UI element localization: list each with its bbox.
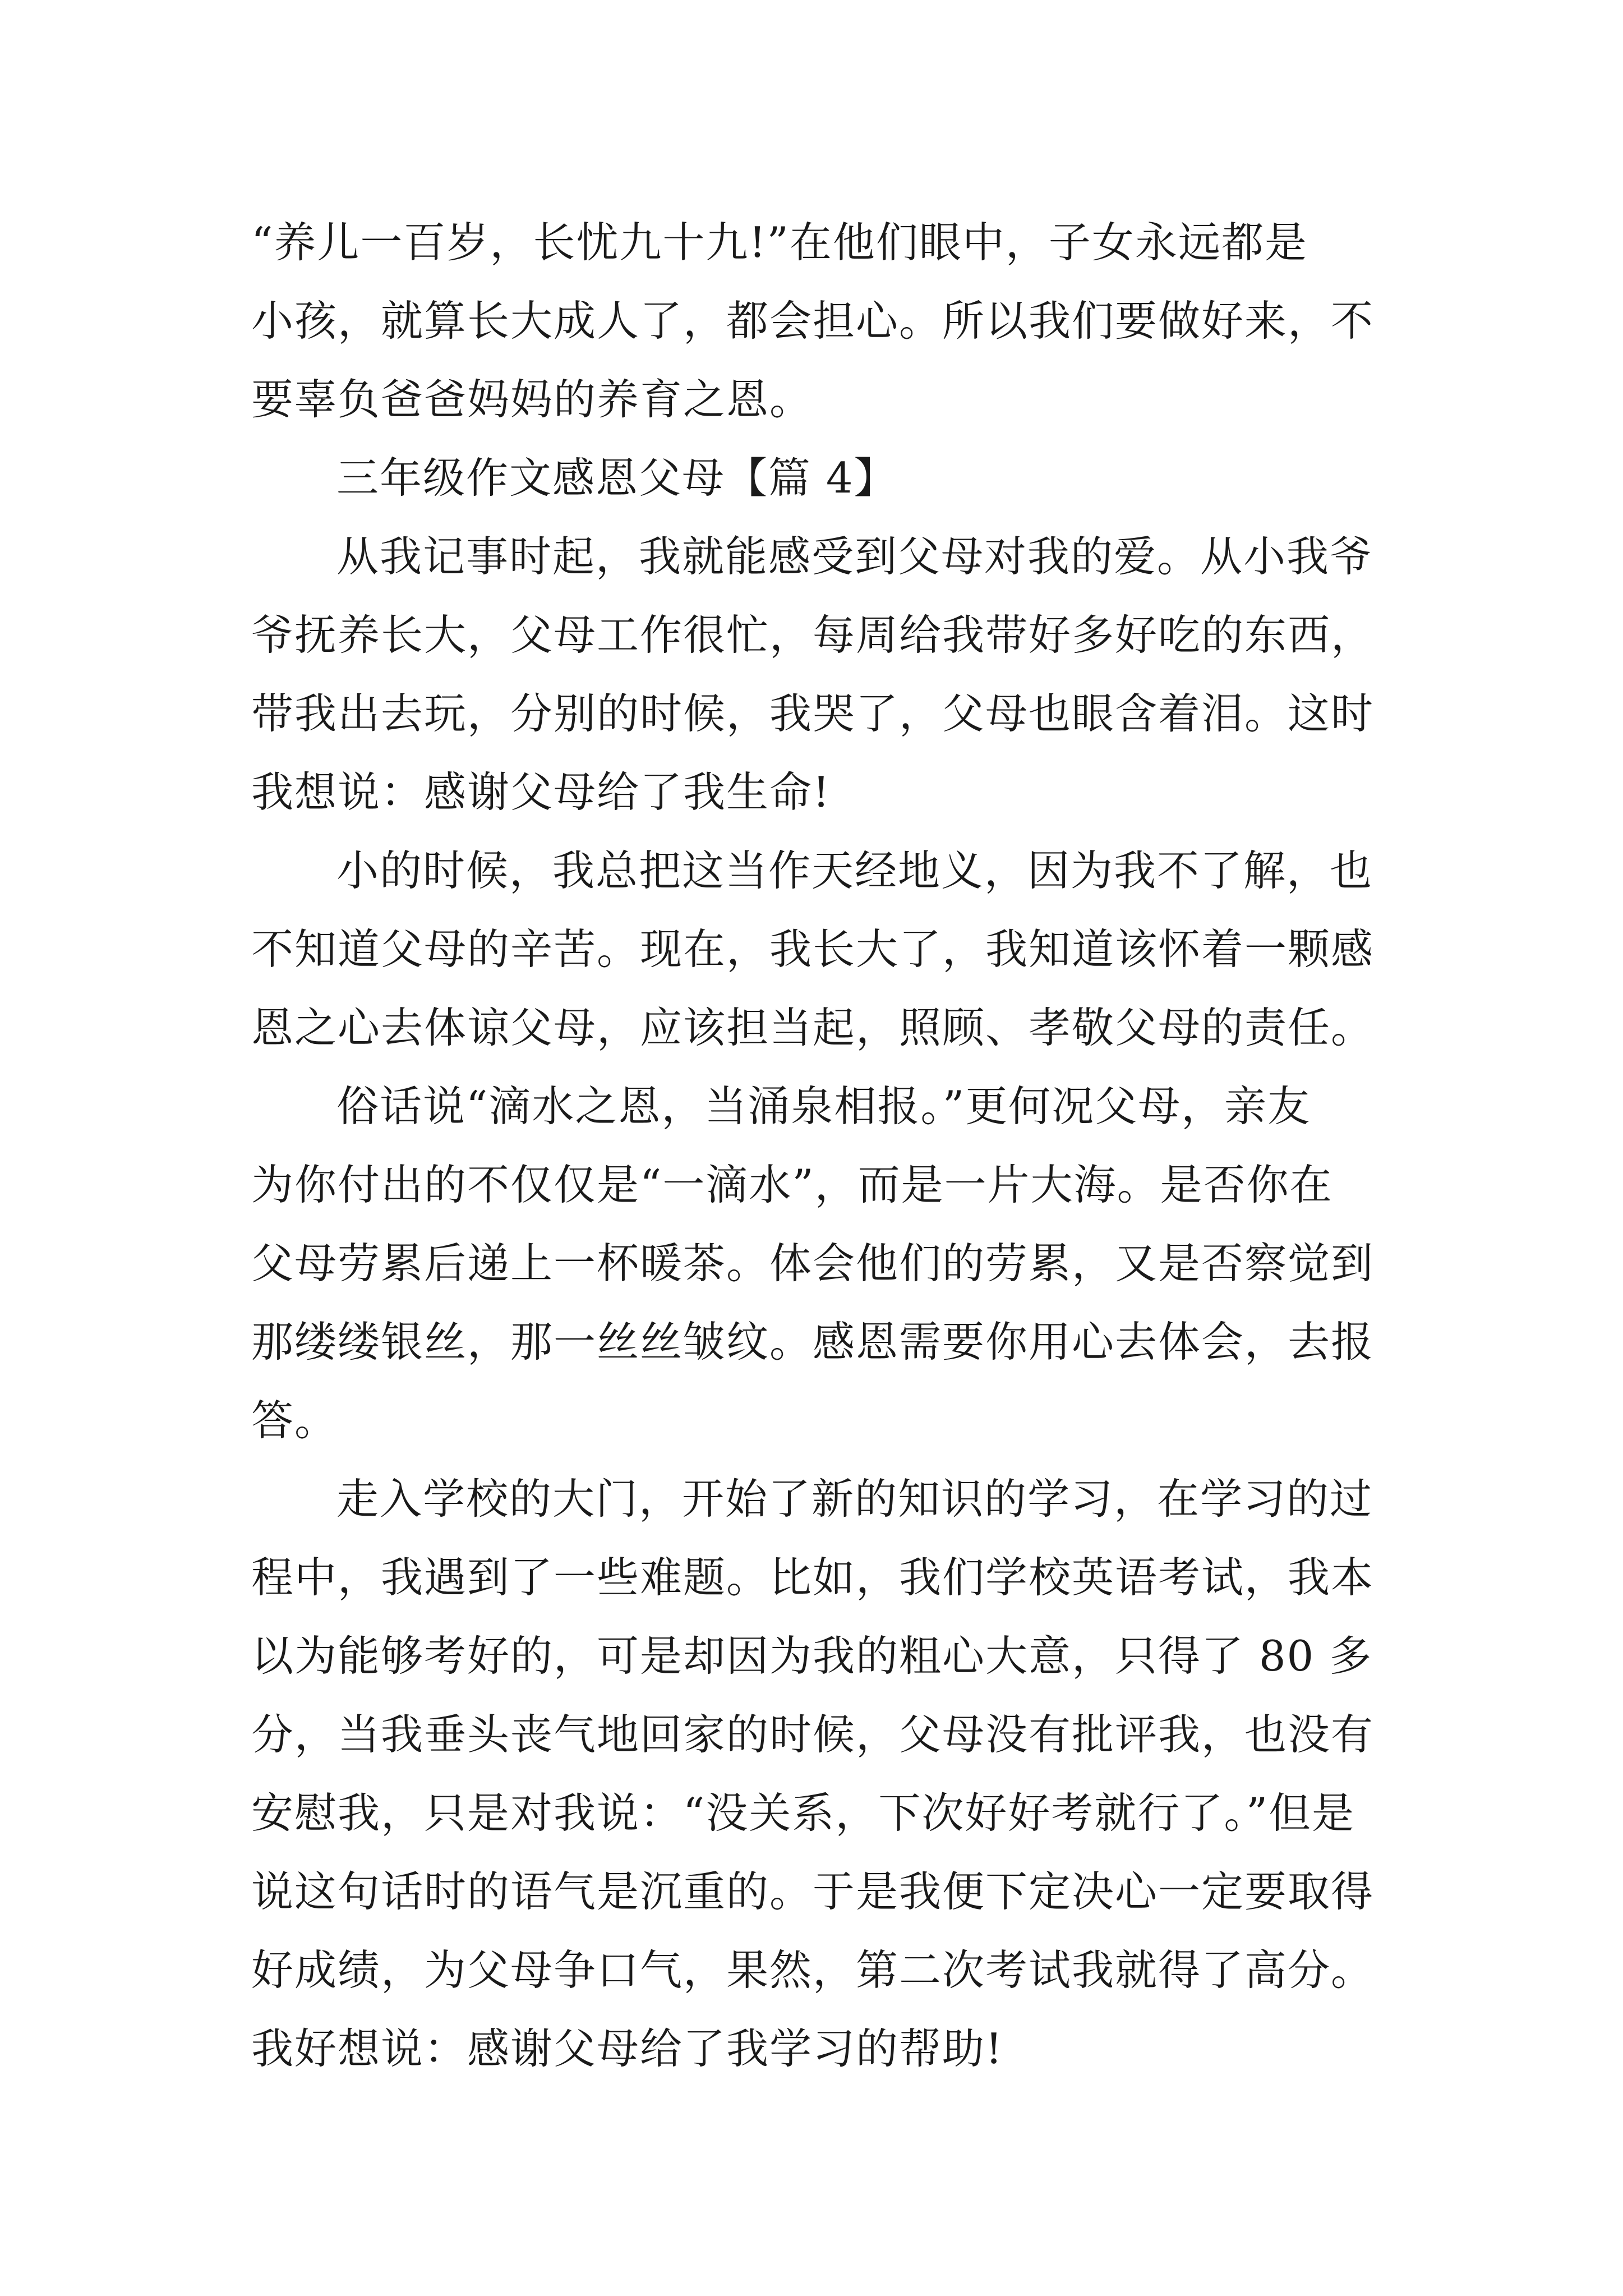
text-line: 父母劳累后递上一杯暖茶。体会他们的劳累，又是否察觉到: [251, 1239, 1375, 1288]
text-line: 不知道父母的辛苦。现在，我长大了，我知道该怀着一颗感: [251, 924, 1375, 974]
text-line: 恩之心去体谅父母，应该担当起，照顾、孝敬父母的责任。: [251, 1003, 1375, 1052]
text-line: 爷抚养长大，父母工作很忙，每周给我带好多好吃的东西，: [251, 610, 1375, 660]
text-line: 为你付出的不仅仅是“一滴水”，而是一片大海。是否你在: [251, 1160, 1333, 1209]
text-line: 我想说：感谢父母给了我生命!: [251, 767, 831, 817]
text-line: 好成绩，为父母争口气，果然，第二次考试我就得了高分。: [251, 1945, 1375, 1995]
text-line: 以为能够考好的，可是却因为我的粗心大意，只得了 80 多: [251, 1631, 1373, 1681]
text-line: 答。: [251, 1396, 338, 1445]
text-line: 带我出去玩，分别的时候，我哭了，父母也眼含着泪。这时: [251, 689, 1375, 738]
text-line: 要辜负爸爸妈妈的养育之恩。: [251, 375, 813, 424]
text-line: 分，当我垂头丧气地回家的时候，父母没有批评我，也没有: [251, 1710, 1375, 1759]
text-line: 俗话说“滴水之恩，当涌泉相报。”更何况父母，亲友: [336, 1082, 1311, 1131]
text-line: 走入学校的大门，开始了新的知识的学习，在学习的过: [336, 1474, 1373, 1524]
text-line: 从我记事时起，我就能感受到父母对我的爱。从小我爷: [336, 532, 1373, 581]
text-line: “养儿一百岁，长忧九十九!”在他们眼中，子女永远都是: [251, 218, 1308, 267]
text-line: 小孩，就算长大成人了，都会担心。所以我们要做好来，不: [251, 296, 1375, 346]
text-line: 那缕缕银丝，那一丝丝皱纹。感恩需要你用心去体会，去报: [251, 1317, 1375, 1366]
text-line: 程中，我遇到了一些难题。比如，我们学校英语考试，我本: [251, 1553, 1375, 1602]
text-line: 小的时候，我总把这当作天经地义，因为我不了解，也: [336, 846, 1373, 895]
text-line: 说这句话时的语气是沉重的。于是我便下定决心一定要取得: [251, 1867, 1375, 1916]
section-heading: 三年级作文感恩父母【篇 4】: [336, 453, 897, 503]
text-line: 安慰我，只是对我说：“没关系，下次好好考就行了。”但是: [251, 1788, 1355, 1838]
text-line: 我好想说：感谢父母给了我学习的帮助!: [251, 2024, 1004, 2073]
